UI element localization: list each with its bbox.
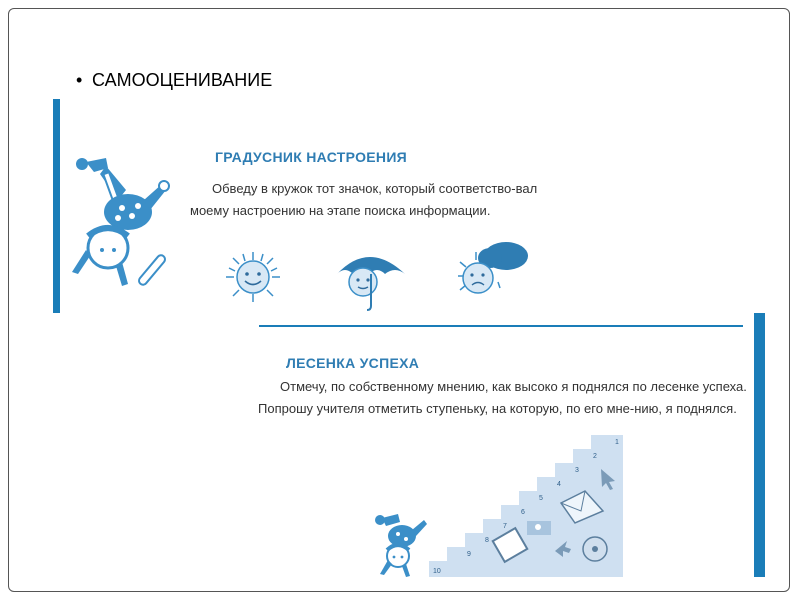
success-staircase [425,433,627,579]
step-label: 9 [467,551,471,558]
bullet-item [76,70,272,91]
bullet-text: САМООЦЕНИВАНИЕ [92,70,273,90]
step-label: 3 [575,467,579,474]
clown-small-illustration [372,506,432,578]
section1-title: ГРАДУСНИК НАСТРОЕНИЯ [215,149,408,165]
clown-handstand-illustration [66,150,176,295]
section2-title: ЛЕСЕНКА УСПЕХА [286,355,420,371]
cloud-sad-icon[interactable] [448,238,534,306]
sun-happy-icon[interactable] [218,250,288,304]
step-label: 6 [521,509,525,516]
section2-divider [259,325,743,327]
section2-accent-bar [754,313,765,577]
step-label: 2 [593,453,597,460]
step-label: 7 [503,523,507,530]
step-label: 1 [615,439,619,446]
section1-text: Обведу в кружок тот значок, который соответство-вал моему настроению на этапе поиска информации. [190,181,538,218]
bullet-dot: • [76,70,83,90]
step-label: 5 [539,495,543,502]
section2-text: Отмечу, по собственному мнению, как высоко я поднялся по лесенке успеха. Попрошу учителя отметить ступеньку, на которую, по его мне-нию, я поднялся. [258,379,747,416]
step-label: 8 [485,537,489,544]
step-label: 4 [557,481,561,488]
section1-accent-bar [53,99,60,313]
step-label: 10 [433,568,441,575]
umbrella-face-icon[interactable] [333,244,409,312]
